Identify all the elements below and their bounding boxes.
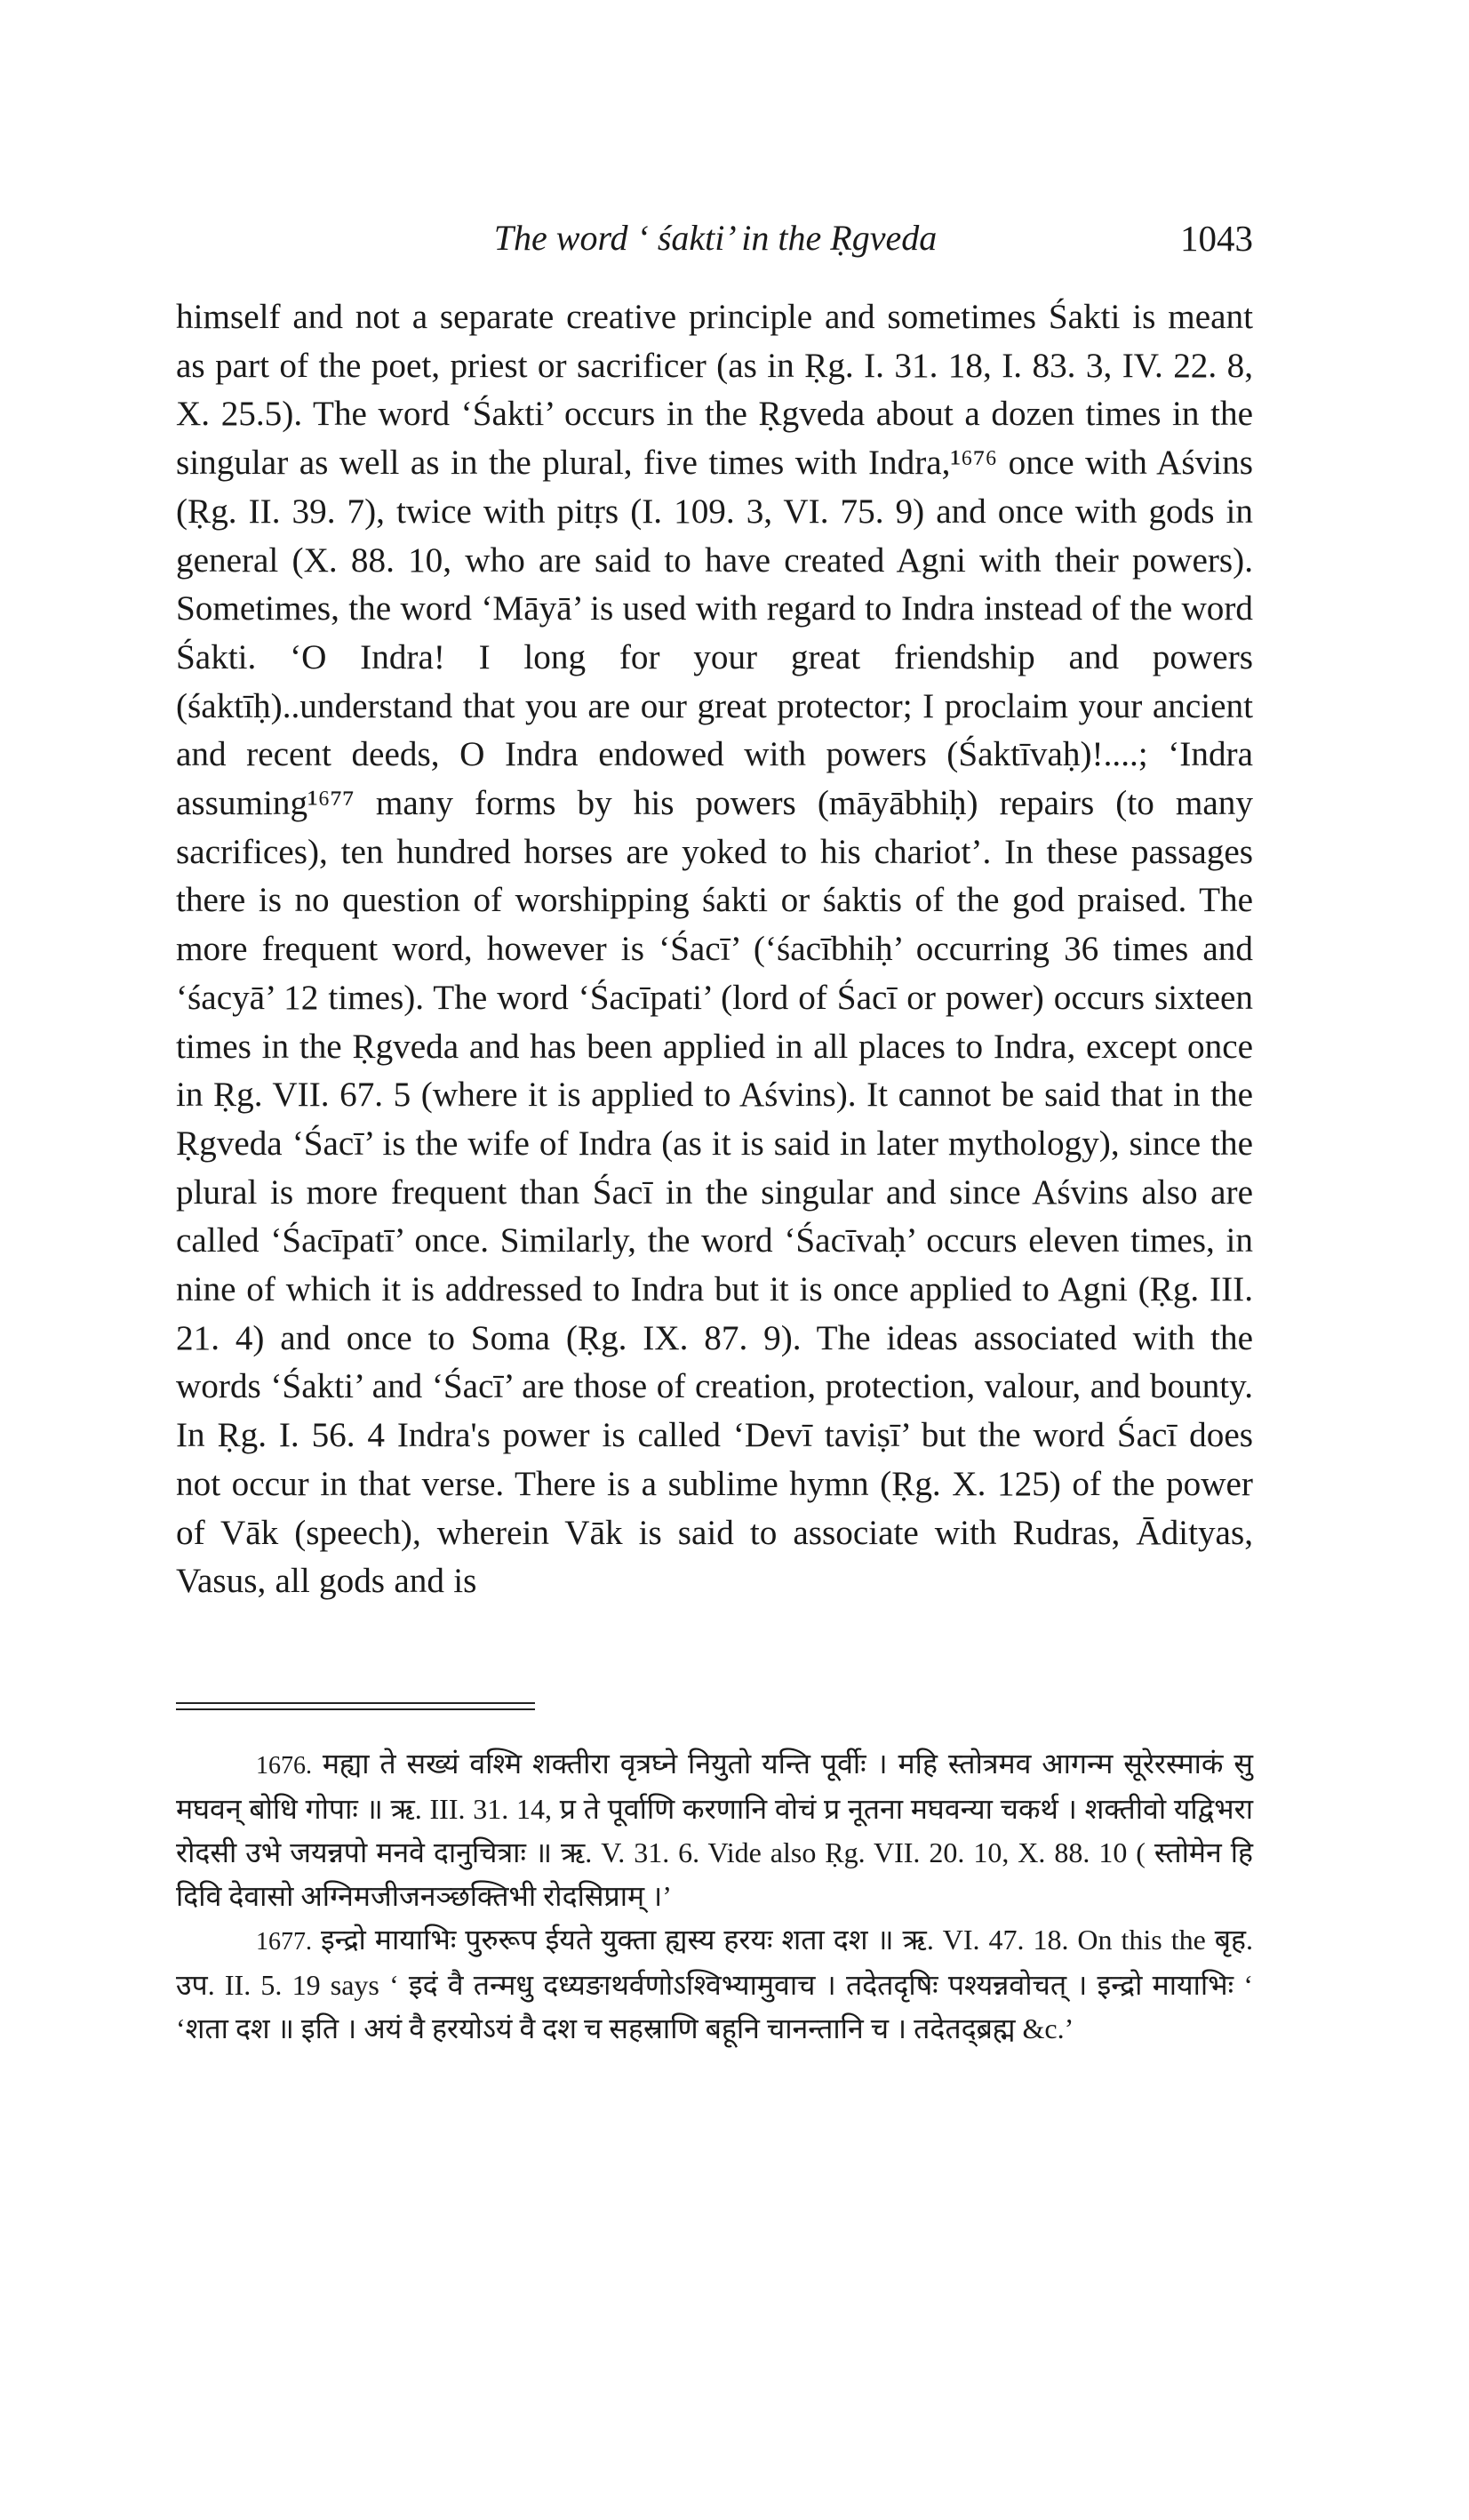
footnote-separator [176,1702,535,1711]
footnote-text: इन्द्रो मायाभिः पुरुरूप ईयते युक्ता ह्यस्य हरयः शता दश ॥ ऋ. VI. 47. 18. On this the बृह. उप. II. 5. 19 says ‘ इदं वै तन्मधु दध्यङाथर्वणोऽश्विभ्यामुवाच । तदेतदृषिः पश्यन्नवोचत् । इन्द्रो मायाभिः ‘ ‘शता दश ॥ इति । अयं वै हरयोऽयं वै दश च सहस्राणि बहूनि चानन्तानि च । तदेतद्ब्रह्म &c.’ [176,1924,1254,2044]
footnote-1676 [176,1742,1253,1918]
footnote-number: 1676. [256,1752,312,1780]
running-title: The word ‘ śakti’ in the Ṛgveda [493,218,938,258]
body-paragraph: himself and not a separate creative principle and sometimes Śakti is meant as part of the poet, priest or sacrificer (as in Ṛg. I. 31. 18, I. 83. 3, IV. 22. 8, X. 25.5). The word ‘Śakti’ occurs in the Ṛgveda about a dozen times in the singular as well as in the plural, five times with Indra,¹⁶⁷⁶ once with Aśvins (Ṛg. II. 39. 7), twice with pitṛs (I. 109. 3, VI. 75. 9) and once with gods in general (X. 88. 10, who are said to have created Agni with their powers). Sometimes, the word ‘Māyā’ is used with regard to Indra instead of the word Śakti. ‘O Indra! I long for your great friendship and powers (śaktīḥ)..understand that you are our great protector; I proclaim your ancient and recent deeds, O Indra endowed with powers (Śaktīvaḥ)!....; ‘Indra assuming¹⁶⁷⁷ many forms by his powers (māyābhiḥ) repairs (to many sacrifices), ten hundred horses are yoked to his chariot’. In these passages there is no question of worshipping śakti or śaktis of the god praised. The more frequent word, however is ‘Śacī’ (‘śacībhiḥ’ occurring 36 times and ‘śacyā’ 12 times). The word ‘Śacīpati’ (lord of Śacī or power) occurs sixteen times in the Ṛgveda and has been applied in all places to Indra, except once in Ṛg. VII. 67. 5 (where it is applied to Aśvins). It cannot be said that in the Ṛgveda ‘Śacī’ is the wife of Indra (as it is said in later mythology), since the plural is more frequent than Śacī in the singular and since Aśvins also are called ‘Śacīpatī’ once. Similarly, the word ‘Śacīvaḥ’ occurs eleven times, in nine of which it is addressed to Indra but it is once applied to Agni (Ṛg. III. 21. 4) and once to Soma (Ṛg. IX. 87. 9). The ideas associated with the words ‘Śakti’ and ‘Śacī’ are those of creation, protection, valour, and bounty. In Ṛg. I. 56. 4 Indra's power is called ‘Devī taviṣī’ but the word Śacī does not occur in that verse. There is a sublime hymn (Ṛg. X. 125) of the power of Vāk (speech), wherein Vāk is said to associate with Rudras, Ādityas, Vasus, all gods and is [176,298,1253,1601]
footnotes [176,1742,1253,2051]
footnote-1677 [176,1918,1253,2051]
footnote-text: मह्या ते सख्यं वश्मि शक्तीरा वृत्रघ्ने नियुतो यन्ति पूर्वीः । महि स्तोत्रमव आगन्म सूरेरस्माकं सु मघवन् बोधि गोपाः ॥ ऋ. III. 31. 14, प्र ते पूर्वाणि करणानि वोचं प्र नूतना मघवन्या चकर्थ । शक्तीवो यद्विभरा रोदसी उभे जयन्नपो मनवे दानुचित्राः ॥ ऋ. V. 31. 6. Vide also Ṛg. VII. 20. 10, X. 88. 10 ( स्तोमेन हि दिवि देवासो अग्निमजीजनञ्छक्तिभी रोदसिप्राम् ।’ [176,1748,1253,1912]
page-number: 1043 [1180,218,1253,259]
running-head [178,212,1253,265]
footnote-number: 1677. [256,1928,312,1956]
